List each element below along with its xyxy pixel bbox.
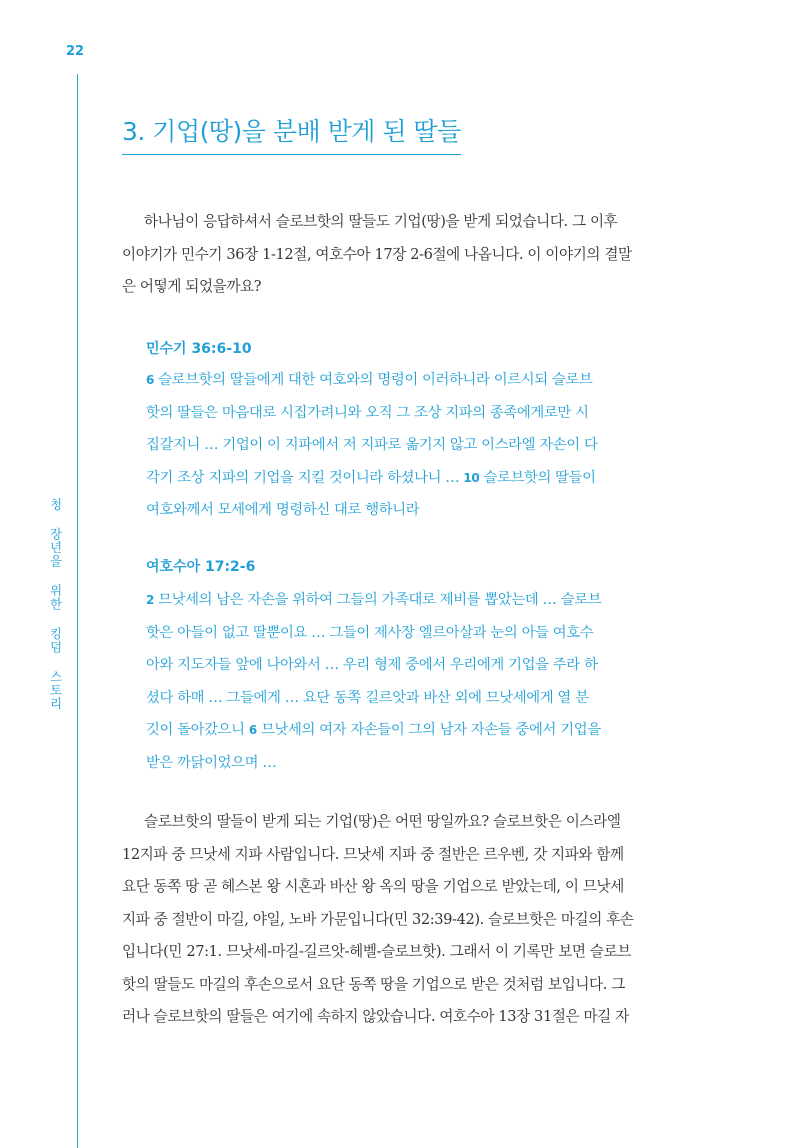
- quote-line: 받은 까닭이었으며 …: [146, 754, 277, 771]
- text-line: 슬로브핫의 딸들이 받게 되는 기업(땅)은 어떤 땅일까요? 슬로브핫은 이스라엘: [144, 813, 621, 830]
- quote-reference: 여호수아 17:2-6: [146, 559, 256, 575]
- quote-line: 아와 지도자들 앞에 나아와서 … 우리 형제 중에서 우리에게 기업을 주라 하: [146, 657, 598, 673]
- running-title: 청 장년을 위한 킹덤 스토리: [48, 498, 63, 711]
- body-paragraph: [122, 806, 686, 1034]
- scripture-quote: [146, 584, 666, 779]
- quote-line: 6 슬로브핫의 딸들에게 대한 여호와의 명령이 이러하니라 이르시되 슬로브: [146, 372, 593, 388]
- margin-rule: [77, 74, 78, 1148]
- verse-number: 6: [146, 373, 154, 387]
- text-line: 핫의 딸들도 마길의 후손으로서 요단 동쪽 땅을 기업으로 받은 것처럼 보입니다. 그: [122, 975, 625, 993]
- text-line: 이야기가 민수기 36장 1-12절, 여호수아 17장 2-6절에 나옵니다. 이 이야기의 결말: [122, 245, 632, 263]
- quote-line: 셨다 하매 … 그들에게 … 요단 동쪽 길르앗과 바산 외에 므낫세에게 열 분: [146, 689, 589, 706]
- verse-number: 10: [463, 470, 480, 485]
- text-line: 지파 중 절반이 마길, 야일, 노바 가문입니다(민 32:39-42). 슬로브핫은 마길의 후손: [122, 910, 634, 928]
- verse-number: 6: [248, 723, 257, 737]
- intro-paragraph: [122, 206, 686, 304]
- text-line: 입니다(민 27:1. 므낫세-마길-길르앗-헤벨-슬로브핫). 그래서 이 기록만 보면 슬로브: [122, 943, 631, 960]
- verse-number: 2: [146, 593, 154, 607]
- chapter-title: 3. 기업(땅)을 분배 받게 된 딸들: [122, 112, 461, 155]
- text-line: 요단 동쪽 땅 곧 헤스본 왕 시혼과 바산 왕 옥의 땅을 기업으로 받았는데, 이 므낫세: [122, 878, 624, 895]
- text-line: 은 어떻게 되었을까요?: [122, 278, 262, 295]
- quote-reference: 민수기 36:6-10: [146, 341, 252, 357]
- quote-line: 집갈지니 … 기업이 이 지파에서 저 지파로 옮기지 않고 이스라엘 자손이 다: [146, 437, 598, 453]
- text-line: 하나님이 응답하셔서 슬로브핫의 딸들도 기업(땅)을 받게 되었습니다. 그 이후: [144, 213, 618, 230]
- quote-line: 여호와께서 모세에게 명령하신 대로 행하니라: [146, 502, 420, 518]
- quote-line: 깃이 돌아갔으니 6 므낫세의 여자 자손들이 그의 남자 자손들 중에서 기업을: [146, 722, 601, 738]
- quote-line: 2 므낫세의 남은 자손을 위하여 그들의 가족대로 제비를 뽑았는데 … 슬로브: [146, 592, 602, 608]
- text-line: 러나 슬로브핫의 딸들은 여기에 속하지 않았습니다. 여호수아 13장 31절은 마길 자: [122, 1008, 629, 1025]
- text-line: 12지파 중 므낫세 지파 사람입니다. 므낫세 지파 중 절반은 르우벤, 갓 지파와 함께: [122, 845, 624, 863]
- quote-line: 각기 조상 지파의 기업을 지킬 것이니라 하셨나니 … 10 슬로브핫의 딸들이: [146, 469, 596, 486]
- quote-line: 핫의 딸들은 마음대로 시집가려니와 오직 그 조상 지파의 종족에게로만 시: [146, 404, 589, 421]
- scripture-quote: [146, 364, 666, 527]
- quote-line: 핫은 아들이 없고 딸뿐이요 … 그들이 제사장 엘르아살과 눈의 아들 여호수: [146, 624, 594, 641]
- page-number: 22: [65, 44, 85, 59]
